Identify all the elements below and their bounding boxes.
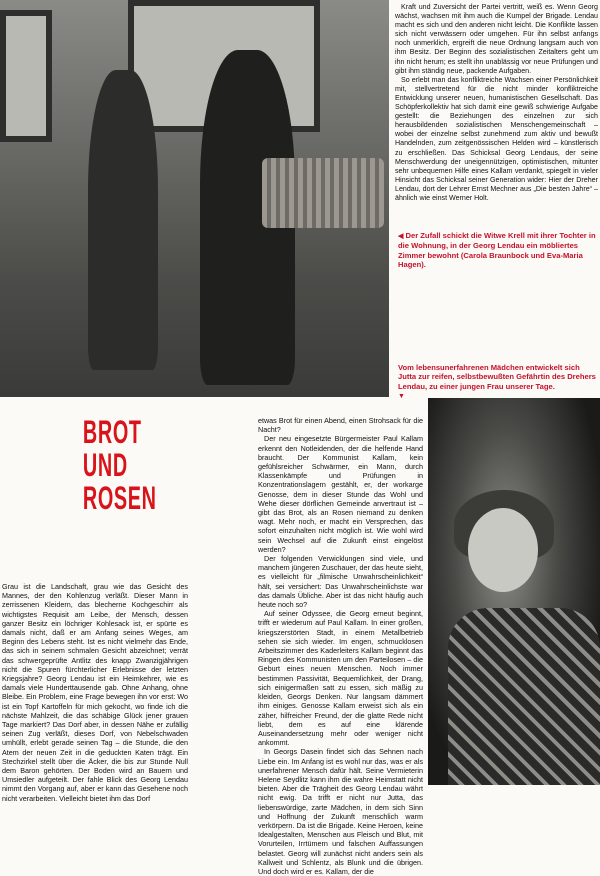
article-title (82, 414, 157, 516)
title-line: UND (82, 447, 128, 483)
paragraph: Der neu eingesetzte Bürgermeister Paul Kallam erkennt den Notleidenden, der die helfende Hand braucht. Der Kommunist Kallam, kein gefühlsreicher Schwärmer, ein Mann, durch Klassenkämpfe und Prüfungen in Konzentrationslagern gestählt, er, der workarge Genosse, dem in dieser Stunde das Wohl und Wehe dieser dörflichen Gemeinde anvertraut ist – gibt das Brot, als an Rosen niemand zu denken wagt. Mehr noch, er macht ein Versprechen, das sofort einzuhalten nicht möglich ist. Wie wohl wird sein Wechsel auf die Zukunft einst eingelöst werden? (258, 434, 423, 554)
title-line: BROT (82, 414, 142, 450)
caption-arrow-icon: ◀ (398, 233, 404, 240)
paragraph: In Georgs Dasein findet sich das Sehnen nach Liebe ein. Im Anfang ist es wohl nur das, was er als unerfahrener Mensch dafür hält. Seine Vermieterin Helene Seydlitz kann ihm die wahre Heimstatt nicht bieten. Aber die Trägheit des Georg Lendau währt nicht ewig. Da trifft er nicht nur Jutta, das liebenswürdige, zarte Mädchen, in dem sich Sinn und Hoffnung der Zukunft menschlich warm verkörpern. Da ist die Brigade. Keine Heroen, keine Idealgestalten, Menschen aus Fleisch und Blut, mit Vorurteilen, Irrtümern und falschen Auffassungen belastet. Georg will zunächst nicht anders sein als Kallweit und Schlentz, als Blunk und die übrigen. Und doch wird er es. Kallam, der die (258, 747, 423, 876)
paragraph: Der folgenden Verwicklungen sind viele, und manchem jüngeren Zuschauer, der das heute sieht, es vielleicht für „filmische Unwahrscheinlichkeit“ hält, sei versichert: Das Unwahrscheinlichste war das damals Übliche. Aber ist das nicht häufig auch heute noch so? (258, 554, 423, 610)
article-column-left (2, 582, 188, 803)
paragraph: Kraft und Zuversicht der Partei vertritt, weiß es. Wenn Georg wächst, wachsen mit ihm auch die Kumpel der Brigade. Lendau macht es sich und den anderen nicht leicht. Die Konflikte lassen sich nicht verwässern oder umgehen. Für ihn selbst anfangs noch unmerklich, ergreift die neue Ordnung langsam auch von ihm Besitz. Der Beginn des sozialistischen Zeitalters geht um ihn nicht herum; es stellt ihn unablässig vor neue Prüfungen und gibt ihm ständig neue, packende Aufgaben. (395, 3, 598, 75)
article-text-top-right (395, 3, 598, 203)
caption-arrow-icon: ▼ (398, 393, 405, 401)
portrait-photo (428, 398, 600, 785)
photo-caption-top: ◀ Der Zufall schickt die Witwe Krell mit ihrer Tochter in die Wohnung, in der Georg Lendau ein möbliertes Zimmer bewohnt (Carola Braunbock und Eva-Maria Hagen). (398, 231, 596, 270)
paragraph: Auf seiner Odyssee, die Georg erneut beginnt, trifft er wiederum auf Paul Kallam. In einer großen, kriegszerstörten Stadt, in einem Metallbetrieb sehen sie sich wieder. Im engen, schmucklosen Arbeitszimmer des Kaderleiters Kallam beginnt das Ringen des Kommunisten um den Parteilosen – die Geburt eines neuen Menschen. Noch immer bestimmen Passivität, Bequemlichkeit, der Drang, sich einigermaßen satt zu essen, sich mäßig zu kleiden, Georgs Denken. Nur langsam dämmert ihm einiges. Genosse Kallam erweist sich als ein zäher, hilfreicher Freund, der die glatte Rede nicht liebt, dem es auf eine klärende Auseinandersetzung mehr oder weniger nicht ankommt. (258, 609, 423, 748)
paragraph: Grau ist die Landschaft, grau wie das Gesicht des Mannes, der den Kohlenzug verläßt. Dieser Mann in zerrissenen Kleidern, das blecherne Kochgeschirr als wichtigstes Requisit am Leibe, der Mensch, dessen ganzer Besitz ein löchriger Kohlesack ist, er spürte es damals nicht, daß er am Anfang seines Weges, am Beginn des Lebens steht. Ist es nicht vielmehr das Ende, das sich in seinem schmalen Gesicht abzeichnet; verrät das schwergeprüfte Antlitz des knapp Zwanzigjährigen nicht die Spuren fürchterlicher Erlebnisse der letzten Kriegsjahre? Georg Lendau ist ein Heimkehrer, wie es damals viele Hunderttausende gab. Ohne Anhang, ohne Bleibe. Ein Problem, eine Frage bewegen ihn vor erst: Wo ist ein Topf Kartoffeln für mich gekocht, wo finde ich die nächste Mahlzeit, die das schäbige Glück jener grauen Tage markiert? Das Dorf aber, in dessen Nähe er zufällig seinen Zug verläßt, dieses Dorf, von Nebelschwaden umhüllt, erlebt gerade seinen Tag – die Stunde, die den Atem der neuen Zeit in die geduckten Katen trägt. Ein Stechzirkel stellt über die Äcker, die bis zur Stunde Null dem Baron gehörten. Der Boden wird an Bauern und Umsiedler aufgeteilt. Der fahle Blick des Georg Lendau nimmt den Vorgang auf, aber er kann das Gesehene noch nicht verarbeiten. Vielleicht bietet ihm das Dorf (2, 582, 188, 803)
scene-photo-top (0, 0, 389, 397)
paragraph: etwas Brot für einen Abend, einen Strohsack für die Nacht? (258, 416, 423, 435)
title-line: ROSEN (82, 480, 157, 516)
paragraph: So erlebt man das konfliktreiche Wachsen einer Persönlichkeit mit, stellvertretend für die nicht minder konfliktreiche Entwicklung unserer neuen, humanistischen Gesellschaft. Das Schöpferkollektiv hat sich damit eine gewiß schwierige Aufgabe gestellt: die Beziehungen des einzelnen zur sich herausbildenden sozialistischen Menschengemeinschaft – wobei der einzelne selbst zunehmend zum aktiv und bewußt Handelnden, zum zeitgenössischen Helden wird – künstlerisch zu erschließen. Das Schicksal Georg Lendaus, der seine Menschwerdung der uneigennützigen, optimistischen, mitunter sehr unbequemen Hilfe eines Kallam verdankt, spiegelt in vieler Hinsicht das Schicksal seiner Generation wider: Hier der Dreher Lendau, dort der Lehrer Ernst Mechner aus „Die besten Jahre“ – ähnlich wie einst Werner Holt. (395, 75, 598, 202)
article-column-middle (258, 416, 423, 876)
photo-caption-bottom: Vom lebensunerfahrenen Mädchen entwickelt sich Jutta zur reifen, selbstbewußten Gefährtin des Drehers Lendau, zu einer jungen Frau unserer Tage. ▼ (398, 363, 596, 401)
